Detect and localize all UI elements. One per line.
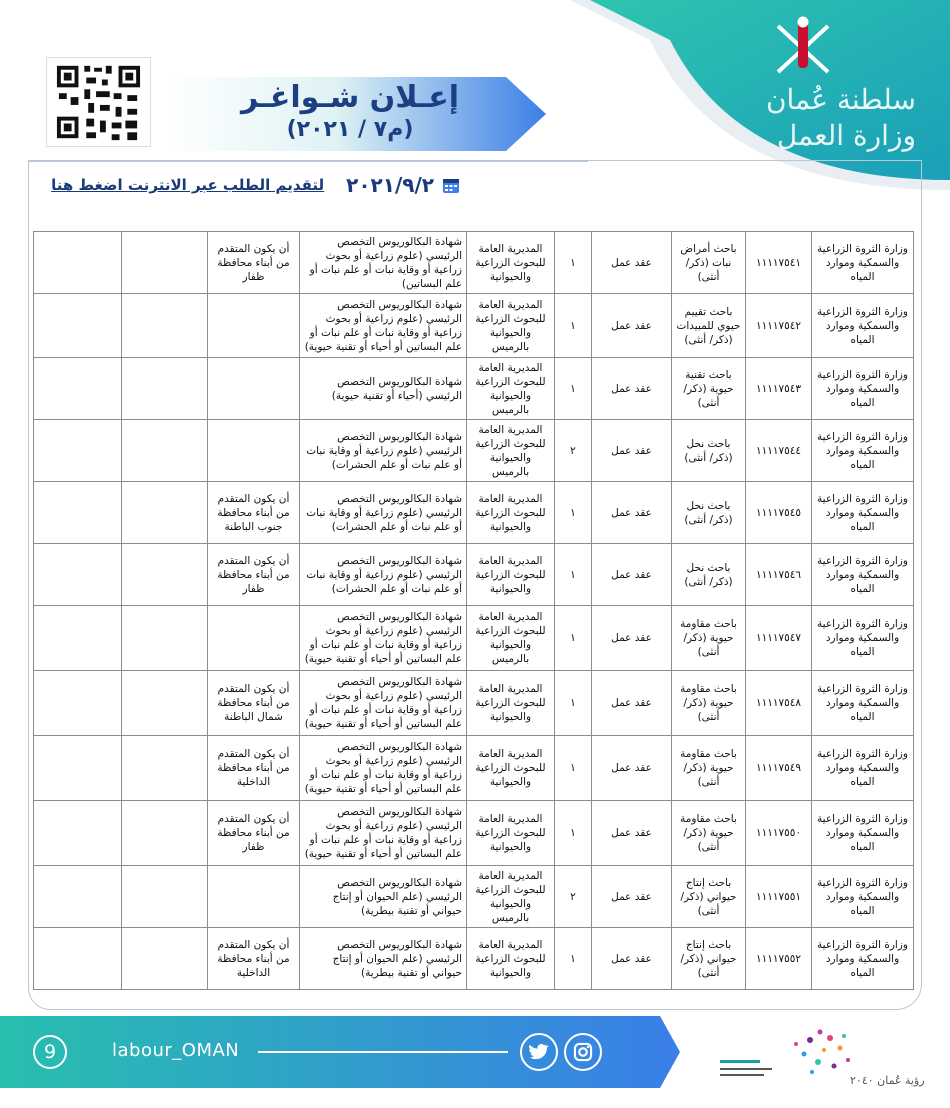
table-row [34, 736, 914, 801]
vacancies-rows [34, 232, 914, 990]
cell-count: ١ [555, 801, 592, 866]
cell-count: ١ [555, 606, 592, 671]
cell-entity: وزارة الثروة الزراعية والسمكية وموارد المياه [812, 736, 914, 801]
cell-empty [122, 606, 208, 671]
cell-qualification: شهادة البكالوريوس التخصص الرئيسي (علوم زراعية أو بحوث زراعية أو وقاية نبات أو علم نبات أو علم البساتين) [300, 232, 467, 294]
cell-count: ١ [555, 544, 592, 606]
cell-count: ١ [555, 358, 592, 420]
cell-count: ١ [555, 928, 592, 990]
cell-condition: أن يكون المتقدم من أبناء محافظة الداخلية [208, 736, 300, 801]
instagram-icon[interactable] [564, 1033, 602, 1071]
cell-condition [208, 606, 300, 671]
cell-qualification: شهادة البكالوريوس التخصص الرئيسي (علوم زراعية أو وقاية نبات أو علم نبات أو علم الحشرات) [300, 482, 467, 544]
cell-entity: وزارة الثروة الزراعية والسمكية وموارد المياه [812, 801, 914, 866]
cell-contract: عقد عمل [592, 358, 672, 420]
cell-empty [34, 358, 122, 420]
cell-count: ١ [555, 736, 592, 801]
oman-vision-2040-logo [700, 1010, 940, 1100]
table-row [34, 482, 914, 544]
cell-condition: أن يكون المتقدم من أبناء محافظة شمال الباطنة [208, 671, 300, 736]
cell-title: باحث أمراض نبات (ذكر/أنثى) [672, 232, 746, 294]
ministry-name [716, 82, 916, 154]
cell-empty [34, 420, 122, 482]
cell-count: ٢ [555, 866, 592, 928]
table-row [34, 928, 914, 990]
cell-title: باحث تقييم حيوي للمبيدات (ذكر/ أنثى) [672, 294, 746, 358]
cell-contract: عقد عمل [592, 294, 672, 358]
cell-code: ١١١١٧٥٤١ [746, 232, 812, 294]
cell-condition: أن يكون المتقدم من أبناء محافظة جنوب الباطنة [208, 482, 300, 544]
cell-qualification: شهادة البكالوريوس التخصص الرئيسي (علوم زراعية أو بحوث زراعية أو وقاية نبات أو علم نبات أو علم البساتين أو أحياء أو تقنية حيوية) [300, 606, 467, 671]
cell-qualification: شهادة البكالوريوس التخصص الرئيسي (أحياء أو تقنية حيوية) [300, 358, 467, 420]
cell-empty [34, 801, 122, 866]
table-row [34, 606, 914, 671]
cell-dept: المديرية العامة للبحوث الزراعية والحيوانية بالرميس [467, 420, 555, 482]
cell-dept: المديرية العامة للبحوث الزراعية والحيوانية [467, 544, 555, 606]
cell-code: ١١١١٧٥٤٢ [746, 294, 812, 358]
cell-title: باحث إنتاج حيواني (ذكر/أنثى) [672, 928, 746, 990]
cell-dept: المديرية العامة للبحوث الزراعية والحيوانية بالرميس [467, 294, 555, 358]
cell-entity: وزارة الثروة الزراعية والسمكية وموارد المياه [812, 606, 914, 671]
twitter-icon[interactable] [520, 1033, 558, 1071]
cell-contract: عقد عمل [592, 928, 672, 990]
cell-dept: المديرية العامة للبحوث الزراعية والحيوانية [467, 736, 555, 801]
oman-emblem-icon [768, 14, 838, 84]
cell-contract: عقد عمل [592, 232, 672, 294]
vision-brand-text: رؤية عُمان ٢٠٤٠ [850, 1074, 925, 1087]
table-row [34, 544, 914, 606]
table-row [34, 358, 914, 420]
cell-title: باحث نحل (ذكر/ أنثى) [672, 420, 746, 482]
cell-condition: أن يكون المتقدم من أبناء محافظة ظفار [208, 544, 300, 606]
cell-condition [208, 420, 300, 482]
cell-code: ١١١١٧٥٤٨ [746, 671, 812, 736]
announcement-title [185, 80, 515, 144]
apply-online-link[interactable]: لتقديم الطلب عبر الانترنت اضغط هنا [51, 176, 325, 194]
cell-code: ١١١١٧٥٤٤ [746, 420, 812, 482]
table-row [34, 801, 914, 866]
page-subtitle: (م٧ / ٢٠٢١) [286, 117, 414, 142]
cell-empty [122, 866, 208, 928]
cell-condition: أن يكون المتقدم من أبناء محافظة الداخلية [208, 928, 300, 990]
closing-date: ٢٠٢١/٩/٢ [346, 173, 434, 197]
cell-empty [122, 736, 208, 801]
cell-dept: المديرية العامة للبحوث الزراعية والحيوانية [467, 232, 555, 294]
frame-top-border [28, 160, 588, 162]
table-row [34, 420, 914, 482]
cell-title: باحث مقاومة حيوية (ذكر/أنثى) [672, 736, 746, 801]
cell-condition: أن يكون المتقدم من أبناء محافظة ظفار [208, 232, 300, 294]
cell-count: ١ [555, 482, 592, 544]
cell-qualification: شهادة البكالوريوس التخصص الرئيسي (علم الحيوان أو إنتاج حيواني أو تقنية بيطرية) [300, 928, 467, 990]
cell-entity: وزارة الثروة الزراعية والسمكية وموارد المياه [812, 866, 914, 928]
cell-empty [122, 358, 208, 420]
table-row [34, 294, 914, 358]
cell-contract: عقد عمل [592, 606, 672, 671]
cell-entity: وزارة الثروة الزراعية والسمكية وموارد المياه [812, 544, 914, 606]
cell-title: باحث مقاومة حيوية (ذكر/أنثى) [672, 801, 746, 866]
vacancies-table [33, 231, 914, 990]
cell-title: باحث مقاومة حيوية (ذكر/أنثى) [672, 606, 746, 671]
cell-code: ١١١١٧٥٥١ [746, 866, 812, 928]
cell-empty [34, 606, 122, 671]
cell-qualification: شهادة البكالوريوس التخصص الرئيسي (علم الحيوان أو إنتاج حيواني أو تقنية بيطرية) [300, 866, 467, 928]
cell-empty [122, 544, 208, 606]
cell-code: ١١١١٧٥٤٧ [746, 606, 812, 671]
cell-contract: عقد عمل [592, 482, 672, 544]
cell-contract: عقد عمل [592, 544, 672, 606]
cell-empty [122, 294, 208, 358]
table-row [34, 232, 914, 294]
cell-qualification: شهادة البكالوريوس التخصص الرئيسي (علوم زراعية أو بحوث زراعية أو وقاية نبات أو علم نبات أو علم البساتين أو أحياء أو تقنية حيوية) [300, 736, 467, 801]
calendar-icon [442, 176, 460, 194]
cell-empty [34, 866, 122, 928]
cell-entity: وزارة الثروة الزراعية والسمكية وموارد المياه [812, 358, 914, 420]
cell-dept: المديرية العامة للبحوث الزراعية والحيوانية [467, 482, 555, 544]
table-row [34, 671, 914, 736]
ministry-line2: وزارة العمل [776, 119, 916, 152]
cell-empty [122, 420, 208, 482]
cell-dept: المديرية العامة للبحوث الزراعية والحيوانية بالرميس [467, 606, 555, 671]
cell-qualification: شهادة البكالوريوس التخصص الرئيسي (علوم زراعية أو وقاية نبات أو علم نبات أو علم الحشرات) [300, 544, 467, 606]
cell-entity: وزارة الثروة الزراعية والسمكية وموارد المياه [812, 294, 914, 358]
cell-code: ١١١١٧٥٤٣ [746, 358, 812, 420]
cell-title: باحث نحل (ذكر/ أنثى) [672, 482, 746, 544]
cell-title: باحث إنتاج حيواني (ذكر/أنثى) [672, 866, 746, 928]
cell-empty [34, 671, 122, 736]
cell-empty [34, 232, 122, 294]
cell-code: ١١١١٧٥٥٢ [746, 928, 812, 990]
cell-condition [208, 294, 300, 358]
cell-qualification: شهادة البكالوريوس التخصص الرئيسي (علوم زراعية أو بحوث زراعية أو وقاية نبات أو علم نبات أو علم البساتين أو أحياء أو تقنية حيوية) [300, 671, 467, 736]
cell-count: ١ [555, 294, 592, 358]
cell-contract: عقد عمل [592, 671, 672, 736]
cell-condition [208, 866, 300, 928]
cell-title: باحث مقاومة حيوية (ذكر/أنثى) [672, 671, 746, 736]
cell-entity: وزارة الثروة الزراعية والسمكية وموارد المياه [812, 928, 914, 990]
cell-contract: عقد عمل [592, 736, 672, 801]
cell-empty [122, 232, 208, 294]
ministry-line1: سلطنة عُمان [765, 83, 916, 116]
cell-count: ١ [555, 671, 592, 736]
social-handle[interactable]: labour_OMAN [112, 1040, 240, 1061]
cell-empty [34, 736, 122, 801]
cell-code: ١١١١٧٥٤٥ [746, 482, 812, 544]
cell-entity: وزارة الثروة الزراعية والسمكية وموارد المياه [812, 420, 914, 482]
cell-empty [34, 928, 122, 990]
cell-empty [122, 801, 208, 866]
cell-dept: المديرية العامة للبحوث الزراعية والحيوانية بالرميس [467, 866, 555, 928]
footer-divider [258, 1051, 508, 1053]
cell-code: ١١١١٧٥٥٠ [746, 801, 812, 866]
cell-entity: وزارة الثروة الزراعية والسمكية وموارد المياه [812, 482, 914, 544]
cell-code: ١١١١٧٥٤٩ [746, 736, 812, 801]
cell-count: ١ [555, 232, 592, 294]
cell-empty [122, 928, 208, 990]
page-number: 9 [33, 1035, 67, 1069]
cell-empty [34, 544, 122, 606]
cell-entity: وزارة الثروة الزراعية والسمكية وموارد المياه [812, 232, 914, 294]
cell-empty [122, 671, 208, 736]
cell-dept: المديرية العامة للبحوث الزراعية والحيوانية [467, 801, 555, 866]
cell-empty [122, 482, 208, 544]
cell-empty [34, 294, 122, 358]
table-row [34, 866, 914, 928]
cell-title: باحث تقنية حيوية (ذكر/أنثى) [672, 358, 746, 420]
cell-condition [208, 358, 300, 420]
cell-empty [34, 482, 122, 544]
cell-contract: عقد عمل [592, 420, 672, 482]
cell-qualification: شهادة البكالوريوس التخصص الرئيسي (علوم زراعية أو بحوث زراعية أو وقاية نبات أو علم نبات أو علم البساتين أو أحياء أو تقنية حيوية) [300, 801, 467, 866]
cell-qualification: شهادة البكالوريوس التخصص الرئيسي (علوم زراعية أو وقاية نبات أو علم نبات أو علم الحشرات) [300, 420, 467, 482]
cell-entity: وزارة الثروة الزراعية والسمكية وموارد المياه [812, 671, 914, 736]
apply-row [40, 172, 460, 198]
qr-code[interactable] [46, 57, 151, 147]
cell-dept: المديرية العامة للبحوث الزراعية والحيوانية بالرميس [467, 358, 555, 420]
cell-dept: المديرية العامة للبحوث الزراعية والحيوانية [467, 671, 555, 736]
cell-qualification: شهادة البكالوريوس التخصص الرئيسي (علوم زراعية أو بحوث زراعية أو وقاية نبات أو علم نبات أو علم البساتين أو أحياء أو تقنية حيوية) [300, 294, 467, 358]
cell-condition: أن يكون المتقدم من أبناء محافظة ظفار [208, 801, 300, 866]
page-title: إعـلان شـواغـر [240, 80, 460, 115]
cell-contract: عقد عمل [592, 866, 672, 928]
cell-contract: عقد عمل [592, 801, 672, 866]
cell-title: باحث نحل (ذكر/ أنثى) [672, 544, 746, 606]
cell-dept: المديرية العامة للبحوث الزراعية والحيوانية [467, 928, 555, 990]
cell-code: ١١١١٧٥٤٦ [746, 544, 812, 606]
cell-count: ٢ [555, 420, 592, 482]
